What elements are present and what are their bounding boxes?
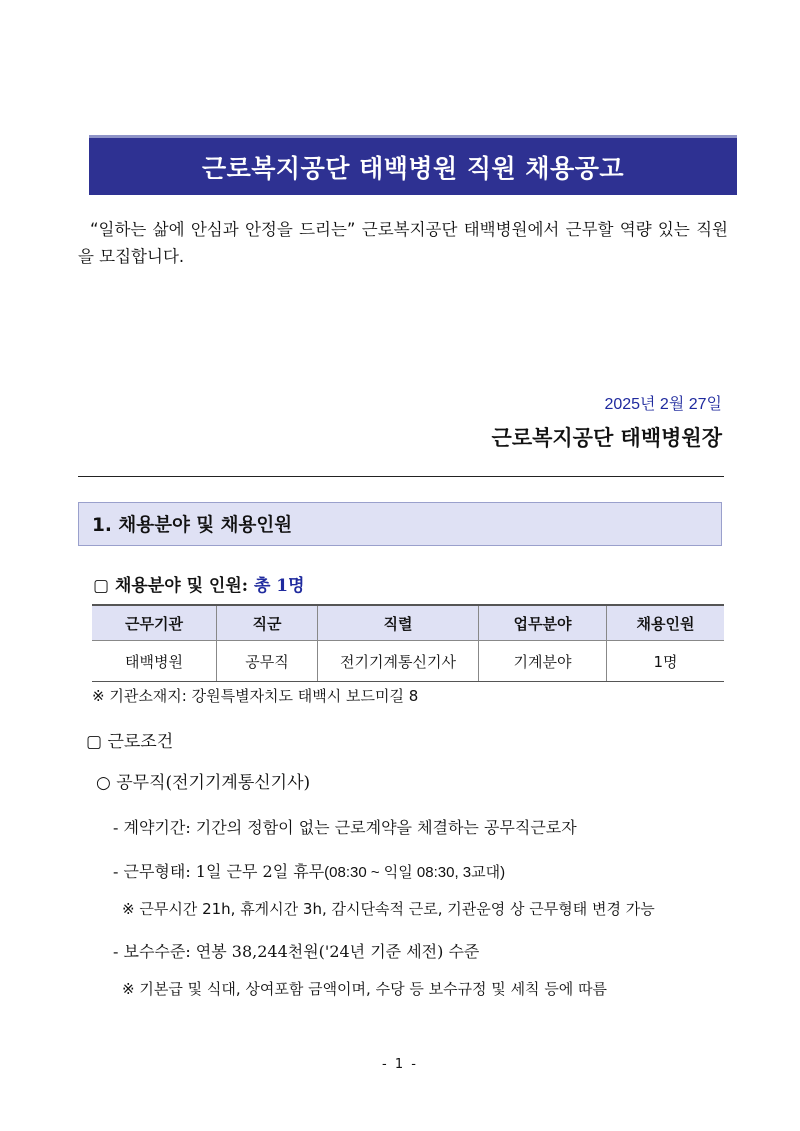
recruitment-field-heading (93, 571, 305, 596)
work-type-detail: (08:30 ~ 익일 08:30, 3교대) (324, 864, 506, 881)
conditions-subheading: ○ 공무직(전기기계통신기사) (96, 773, 311, 793)
table-header-cell: 직군 (217, 605, 318, 641)
contract-period: - 계약기간: 기간의 정함이 없는 근로계약을 체결하는 공무직근로자 (113, 818, 577, 837)
work-hours-note: ※ 근무시간 21h, 휴게시간 3h, 감시단속적 근로, 기관운영 상 근무형태 변경 가능 (122, 900, 655, 918)
table-header-row (92, 605, 724, 641)
page-title: 근로복지공단 태백병원 직원 채용공고 (89, 135, 737, 195)
table-header-cell: 근무기관 (92, 605, 217, 641)
recruitment-total: 총 1명 (253, 576, 305, 596)
work-type-label: - 근무형태: 1일 근무 2일 휴무 (113, 862, 325, 881)
section-heading-recruitment: 1. 채용분야 및 채용인원 (78, 502, 722, 546)
table-row (92, 641, 724, 682)
divider (78, 476, 724, 477)
page-number: - 1 - (382, 1057, 418, 1072)
table-cell: 1명 (607, 641, 725, 682)
recruitment-field-label: ▢ 채용분야 및 인원: (93, 576, 254, 596)
table-header-cell: 업무분야 (479, 605, 607, 641)
announcement-date: 2025년 2월 27일 (604, 396, 722, 413)
conditions-heading: ▢ 근로조건 (86, 732, 174, 752)
work-type (113, 859, 505, 882)
table-cell: 전기기계통신기사 (318, 641, 479, 682)
recruitment-table (92, 604, 724, 682)
location-note: ※ 기관소재지: 강원특별자치도 태백시 보드미길 8 (92, 687, 419, 705)
table-cell: 공무직 (217, 641, 318, 682)
table-cell: 기계분야 (479, 641, 607, 682)
table-cell: 태백병원 (92, 641, 217, 682)
issuer-name: 근로복지공단 태백병원장 (491, 426, 722, 450)
pay-level: - 보수수준: 연봉 38,244천원('24년 기준 세전) 수준 (113, 942, 480, 961)
table-header-cell: 채용인원 (607, 605, 725, 641)
pay-note: ※ 기본급 및 식대, 상여포함 금액이며, 수당 등 보수규정 및 세칙 등에 따름 (122, 980, 608, 998)
table-header-cell: 직렬 (318, 605, 479, 641)
intro-text: “일하는 삶에 안심과 안정을 드리는” 근로복지공단 태백병원에서 근무할 역량 있는 직원을 모집합니다. (78, 220, 728, 266)
